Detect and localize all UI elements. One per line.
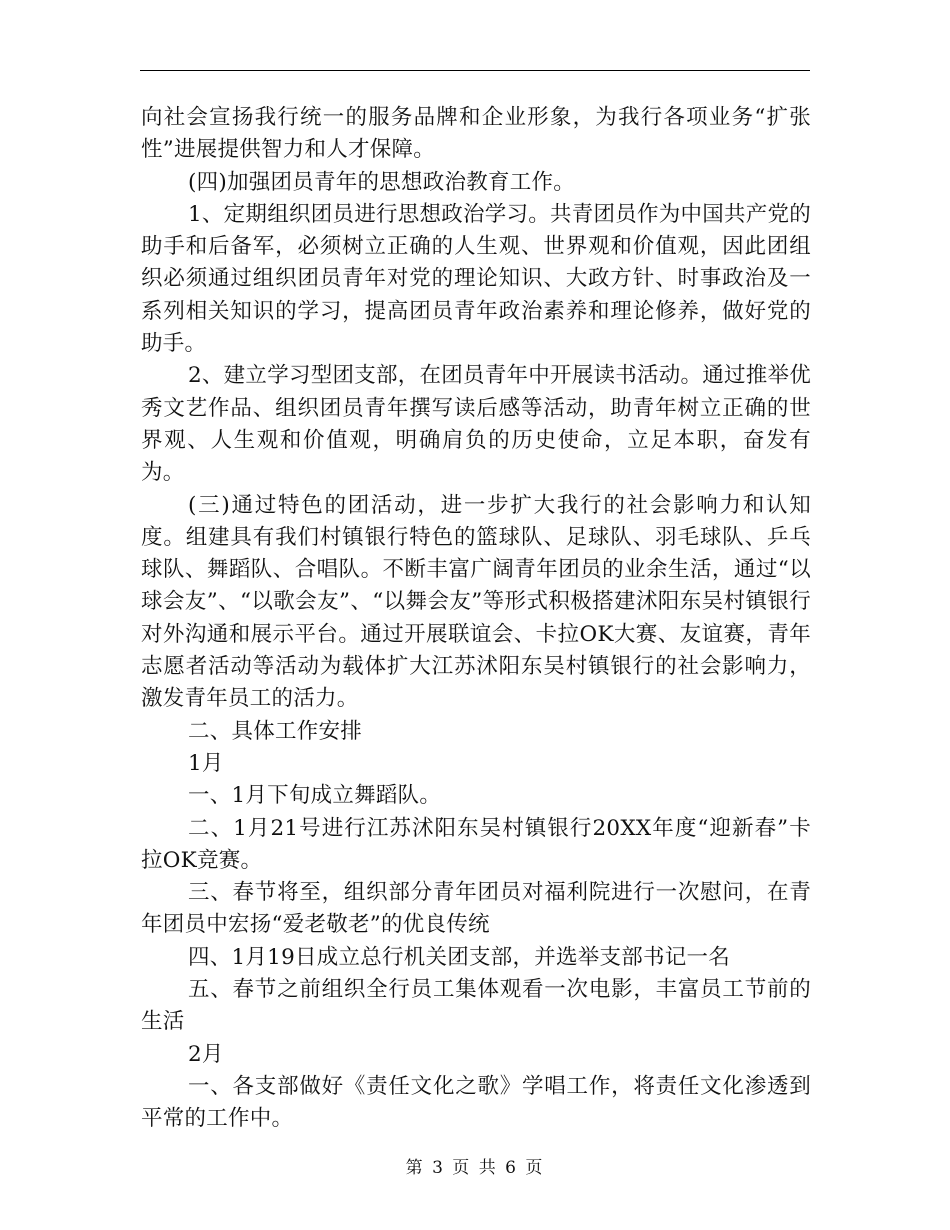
paragraph: (三)通过特色的团活动，进一步扩大我行的社会影响力和认知度。组建具有我们村镇银行特色的篮球队、足球队、羽毛球队、乒乓球队、舞蹈队、合唱队。不断丰富广阔青年团员的业余生活，通过“以球会友”、“以歌会友”、“以舞会友”等形式积极搭建沭阳东吴村镇银行对外沟通和展示平台。通过开展联谊会、卡拉OK大赛、友谊赛，青年志愿者活动等活动为载体扩大江苏沭阳东吴村镇银行的社会影响力，激发青年员工的活力。 — [141, 492, 811, 712]
month-heading: 2月 — [188, 1041, 224, 1067]
paragraph: 二、1月21号进行江苏沭阳东吴村镇银行20XX年度“迎新春”卡拉OK竞赛。 — [141, 815, 811, 873]
paragraph: 向社会宣扬我行统一的服务品牌和企业形象，为我行各项业务“扩张性”进展提供智力和人才保障。 — [141, 105, 811, 163]
paragraph: 四、1月19日成立总行机关团支部，并选举支部书记一名 — [188, 944, 731, 970]
paragraph: 一、1月下旬成立舞蹈队。 — [188, 783, 442, 809]
page-number-footer: 第 3 页 共 6 页 — [405, 1158, 545, 1178]
paragraph: 五、春节之前组织全行员工集体观看一次电影，丰富员工节前的生活 — [141, 977, 811, 1035]
paragraph: 一、各支部做好《责任文化之歌》学唱工作，将责任文化渗透到平常的工作中。 — [141, 1073, 811, 1132]
body-text — [141, 102, 811, 1136]
month-heading: 1月 — [188, 750, 224, 776]
section-heading: 二、具体工作安排 — [188, 718, 363, 744]
paragraph: 2、建立学习型团支部，在团员青年中开展读书活动。通过推举优秀文艺作品、组织团员青年撰写读后感等活动，助青年树立正确的世界观、人生观和价值观，明确肩负的历史使命，立足本职，奋发有为。 — [141, 363, 811, 486]
paragraph: (四)加强团员青年的思想政治教育工作。 — [188, 169, 576, 195]
paragraph: 三、春节将至，组织部分青年团员对福利院进行一次慰问，在青年团员中宏扬“爱老敬老”的优良传统 — [141, 880, 811, 938]
paragraph: 1、定期组织团员进行思想政治学习。共青团员作为中国共产党的助手和后备军，必须树立正确的人生观、世界观和价值观，因此团组织必须通过组织团员青年对党的理论知识、大政方针、时事政治及一系列相关知识的学习，提高团员青年政治素养和理论修养，做好党的助手。 — [141, 201, 811, 357]
header-rule — [140, 70, 810, 71]
